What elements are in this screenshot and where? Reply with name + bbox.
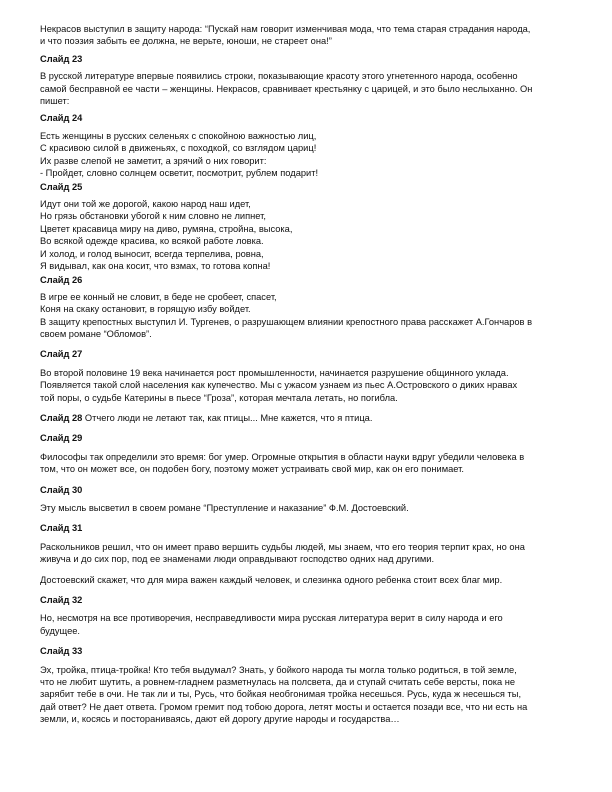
paragraph-slide-31a [40, 541, 572, 566]
paragraph-slide-33 [40, 664, 572, 726]
text-line: самой бесправной ее части – женщины. Некрасов, сравнивает крестьянку с царицей, и это было неслыханно. Он [40, 83, 533, 94]
paragraph-slide-30 [40, 502, 572, 514]
poem-line: Я видывал, как она косит, что взмах, то готова копна! [40, 260, 271, 271]
paragraph-slide-23 [40, 70, 572, 107]
poem-line: Но грязь обстановки убогой к ним словно не липнет, [40, 211, 266, 222]
paragraph-slide-27 [40, 367, 572, 404]
paragraph-intro [40, 23, 572, 48]
text-line: Эх, тройка, птица-тройка! Кто тебя выдумал? Знать, у бойкого народа ты могла только родиться, в той земле, [40, 664, 517, 675]
text-line: своем романе “Обломов”. [40, 328, 152, 339]
poem-line: С красивою силой в движеньях, с походкой, со взглядом цариц! [40, 143, 317, 154]
poem-line: Коня на скаку остановит, в горящую избу войдет. [40, 304, 251, 315]
text-line: что не любит шутить, а ровнем-гладнем разметнулась на полсвета, да и ступай считать себе версты, пока не [40, 677, 516, 688]
text-line: будущее. [40, 625, 81, 636]
slide-heading-31: Слайд 31 [40, 523, 83, 534]
text-line: Эту мысль высветил в своем романе “Преступление и наказание” Ф.М. Достоевский. [40, 503, 409, 513]
poem-line: Идут они той же дорогой, какою народ наш идет, [40, 198, 251, 209]
text-line: и что поэзия забыть ее должна, не верьте, юноши, не стареет она!” [40, 36, 332, 47]
poem-line: - Пройдет, словно солнцем осветит, посмотрит, рублем подарит! [40, 168, 319, 179]
slide-heading-30: Слайд 30 [40, 484, 83, 495]
text-line: зарябит тебе в очи. Не так ли и ты, Русь, что бойкая необгонимая тройка несешься. Русь, куда ж несешься ты, [40, 689, 522, 700]
text-line: Появляется такой слой населения как купечество. Мы с ужасом узнаем из пьес А.Островского о диких нравах [40, 380, 518, 391]
slide-heading-23: Слайд 23 [40, 53, 83, 64]
slide-heading-24: Слайд 24 [40, 113, 83, 124]
slide-heading-29: Слайд 29 [40, 433, 83, 444]
text-line: дай ответ? Не дает ответа. Громом гремит под тобою дорога, летят мосты и остается позади все, что ни есть на [40, 701, 528, 712]
text-line: Но, несмотря на все противоречия, несправедливости мира русская литература верит в силу народа и его [40, 613, 503, 624]
text-line: В русской литературе впервые появились строки, показывающие красоту этого угнетенного народа, особенно [40, 71, 518, 82]
paragraph-slide-32 [40, 612, 572, 637]
poem-line: В игре ее конный не словит, в беде не сробеет, спасет, [40, 291, 277, 302]
text-line: Во второй половине 19 века начинается рост промышленности, начинается разрушение общинного уклада. [40, 367, 509, 378]
poem-line: И холод, и голод выносит, всегда терпелива, ровна, [40, 248, 264, 259]
text-line: земли, и, косясь и постораниваясь, дают ей дорогу другие народы и государства… [40, 714, 400, 725]
text-line: Достоевский скажет, что для мира важен каждый человек, и слезинка одного ребенка стоит всех благ мир. [40, 574, 503, 585]
text-line: живуча и до сих пор, под ее знаменами люди оправдывают господство одних над другими. [40, 554, 435, 565]
slide-heading-28: Слайд 28 [40, 412, 83, 423]
text-line: В защиту крепостных выступил И. Тургенев, о разрушающем влиянии крепостного права расскажет А.Гончаров в [40, 316, 533, 327]
poem-slide-25 [40, 198, 572, 272]
poem-line: Во всякой одежде красива, ко всякой работе ловка. [40, 236, 264, 247]
slide-heading-25: Слайд 25 [40, 182, 83, 193]
text-line: Раскольников решил, что он имеет право вершить судьбы людей, мы знаем, что его теория терпит крах, но она [40, 541, 525, 552]
poem-line: Цветет красавица миру на диво, румяна, стройна, высока, [40, 223, 293, 234]
paragraph-slide-31b [40, 574, 572, 586]
slide-28-text: Отчего люди не летают так, как птицы... Мне кажется, что я птица. [82, 412, 373, 423]
slide-heading-27: Слайд 27 [40, 349, 83, 360]
text-line: той поры, о судьбе Катерины в пьесе “Гроза”, которая мечтала летать, но погибла. [40, 392, 398, 403]
text-line: пишет: [40, 96, 70, 107]
text-line: Философы так определили это время: бог умер. Огромные открытия в области науки вдруг убедили человека в [40, 451, 525, 462]
poem-line: Их разве слепой не заметит, а зрячий о них говорит: [40, 155, 267, 166]
text-line [40, 412, 572, 424]
text-line: Некрасов выступил в защиту народа: “Пускай нам говорит изменчивая мода, что тема старая страдания народа, [40, 24, 531, 34]
text-line: том, что он может все, он подобен богу, поэтому может устраивать свой мир, как он его понимает. [40, 464, 464, 475]
paragraph-slide-28 [40, 412, 572, 424]
slide-heading-32: Слайд 32 [40, 595, 83, 606]
poem-line: Есть женщины в русских селеньях с спокойною важностью лиц, [40, 130, 317, 141]
poem-slide-24 [40, 130, 572, 180]
slide-heading-26: Слайд 26 [40, 275, 83, 286]
slide-heading-33: Слайд 33 [40, 646, 83, 657]
paragraph-slide-29 [40, 451, 572, 476]
paragraph-slide-26 [40, 291, 572, 341]
